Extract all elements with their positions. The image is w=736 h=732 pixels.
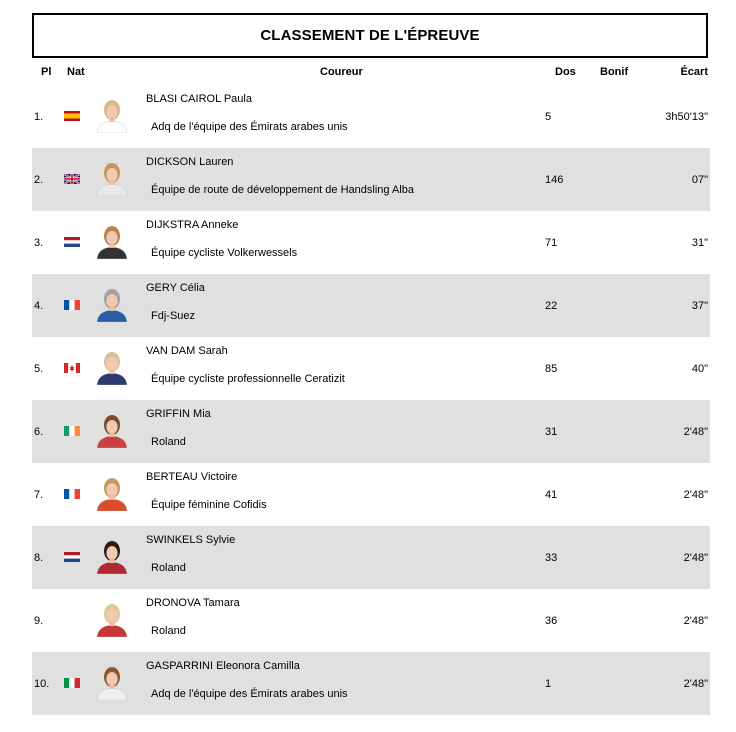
header-pl: Pl: [41, 66, 52, 78]
rider-name-link[interactable]: BLASI CAIROL Paula: [146, 93, 252, 105]
rank-position: 1.: [34, 111, 44, 123]
time-gap: 2'48": [683, 615, 708, 627]
bib-number: 85: [545, 363, 558, 375]
table-row[interactable]: [32, 337, 710, 400]
time-gap: 40": [691, 363, 708, 375]
rider-avatar: [94, 160, 130, 196]
rank-position: 5.: [34, 363, 44, 375]
netherlands-flag-icon: [64, 552, 80, 562]
rider-name-link[interactable]: DRONOVA Tamara: [146, 597, 240, 609]
rider-avatar: [94, 538, 130, 574]
team-name-link[interactable]: Équipe de route de développement de Handsling Alba: [151, 184, 414, 196]
rider-avatar: [94, 601, 130, 637]
time-gap: 31": [691, 237, 708, 249]
rider-avatar: [94, 223, 130, 259]
team-name-link[interactable]: Équipe cycliste Volkerwessels: [151, 247, 298, 259]
italy-flag-icon: [64, 678, 80, 688]
uk-flag-icon: [64, 174, 80, 184]
time-gap: 07": [691, 174, 708, 186]
canada-flag-icon: [64, 363, 80, 373]
rider-avatar: [94, 97, 130, 133]
rank-position: 3.: [34, 237, 44, 249]
table-row[interactable]: [32, 652, 710, 715]
team-name-link[interactable]: Roland: [151, 562, 186, 574]
table-row[interactable]: [32, 211, 710, 274]
ireland-flag-icon: [64, 426, 80, 436]
table-row[interactable]: [32, 85, 710, 148]
rider-name-link[interactable]: GASPARRINI Eleonora Camilla: [146, 660, 300, 672]
rider-avatar: [94, 475, 130, 511]
table-row[interactable]: [32, 463, 710, 526]
time-gap: 2'48": [683, 678, 708, 690]
team-name-link[interactable]: Équipe féminine Cofidis: [151, 499, 267, 511]
header-bonif: Bonif: [600, 66, 629, 78]
bib-number: 146: [545, 174, 564, 186]
bib-number: 31: [545, 426, 558, 438]
rider-name-link[interactable]: DIJKSTRA Anneke: [146, 219, 239, 231]
team-name-link[interactable]: Roland: [151, 625, 186, 637]
spain-flag-icon: [64, 111, 80, 121]
header-nat: Nat: [67, 66, 85, 78]
rider-name-link[interactable]: GERY Célia: [146, 282, 205, 294]
page-title: CLASSEMENT DE L'ÉPREUVE: [32, 13, 708, 58]
rider-avatar: [94, 412, 130, 448]
team-name-link[interactable]: Roland: [151, 436, 186, 448]
time-gap: 3h50'13": [665, 111, 708, 123]
team-name-link[interactable]: Adq de l'équipe des Émirats arabes unis: [151, 688, 348, 700]
table-row[interactable]: [32, 274, 710, 337]
rank-position: 9.: [34, 615, 44, 627]
rider-avatar: [94, 286, 130, 322]
header-rider: Coureur: [320, 66, 363, 78]
rank-position: 10.: [34, 678, 50, 690]
results-table: [32, 85, 710, 715]
bib-number: 22: [545, 300, 558, 312]
rank-position: 7.: [34, 489, 44, 501]
rank-position: 6.: [34, 426, 44, 438]
bib-number: 41: [545, 489, 558, 501]
table-row[interactable]: [32, 400, 710, 463]
rider-name-link[interactable]: VAN DAM Sarah: [146, 345, 228, 357]
rider-name-link[interactable]: BERTEAU Victoire: [146, 471, 238, 483]
rider-avatar: [94, 664, 130, 700]
time-gap: 2'48": [683, 426, 708, 438]
time-gap: 2'48": [683, 489, 708, 501]
header-dos: Dos: [555, 66, 576, 78]
rank-position: 8.: [34, 552, 44, 564]
team-name-link[interactable]: Fdj-Suez: [151, 310, 196, 322]
netherlands-flag-icon: [64, 237, 80, 247]
rank-position: 2.: [34, 174, 44, 186]
table-row[interactable]: [32, 148, 710, 211]
bib-number: 71: [545, 237, 558, 249]
rider-avatar: [94, 349, 130, 385]
table-row[interactable]: [32, 526, 710, 589]
rider-name-link[interactable]: SWINKELS Sylvie: [146, 534, 236, 546]
bib-number: 1: [545, 678, 552, 690]
rider-name-link[interactable]: GRIFFIN Mia: [146, 408, 211, 420]
team-name-link[interactable]: Adq de l'équipe des Émirats arabes unis: [151, 121, 348, 133]
table-header: [32, 64, 710, 82]
bib-number: 5: [545, 111, 552, 123]
team-name-link[interactable]: Équipe cycliste professionnelle Ceratizit: [151, 373, 345, 385]
rank-position: 4.: [34, 300, 44, 312]
rider-name-link[interactable]: DICKSON Lauren: [146, 156, 234, 168]
bib-number: 36: [545, 615, 558, 627]
time-gap: 2'48": [683, 552, 708, 564]
france-flag-icon: [64, 300, 80, 310]
table-row[interactable]: [32, 589, 710, 652]
bib-number: 33: [545, 552, 558, 564]
france-flag-icon: [64, 489, 80, 499]
header-gap: Écart: [680, 66, 708, 78]
time-gap: 37": [691, 300, 708, 312]
